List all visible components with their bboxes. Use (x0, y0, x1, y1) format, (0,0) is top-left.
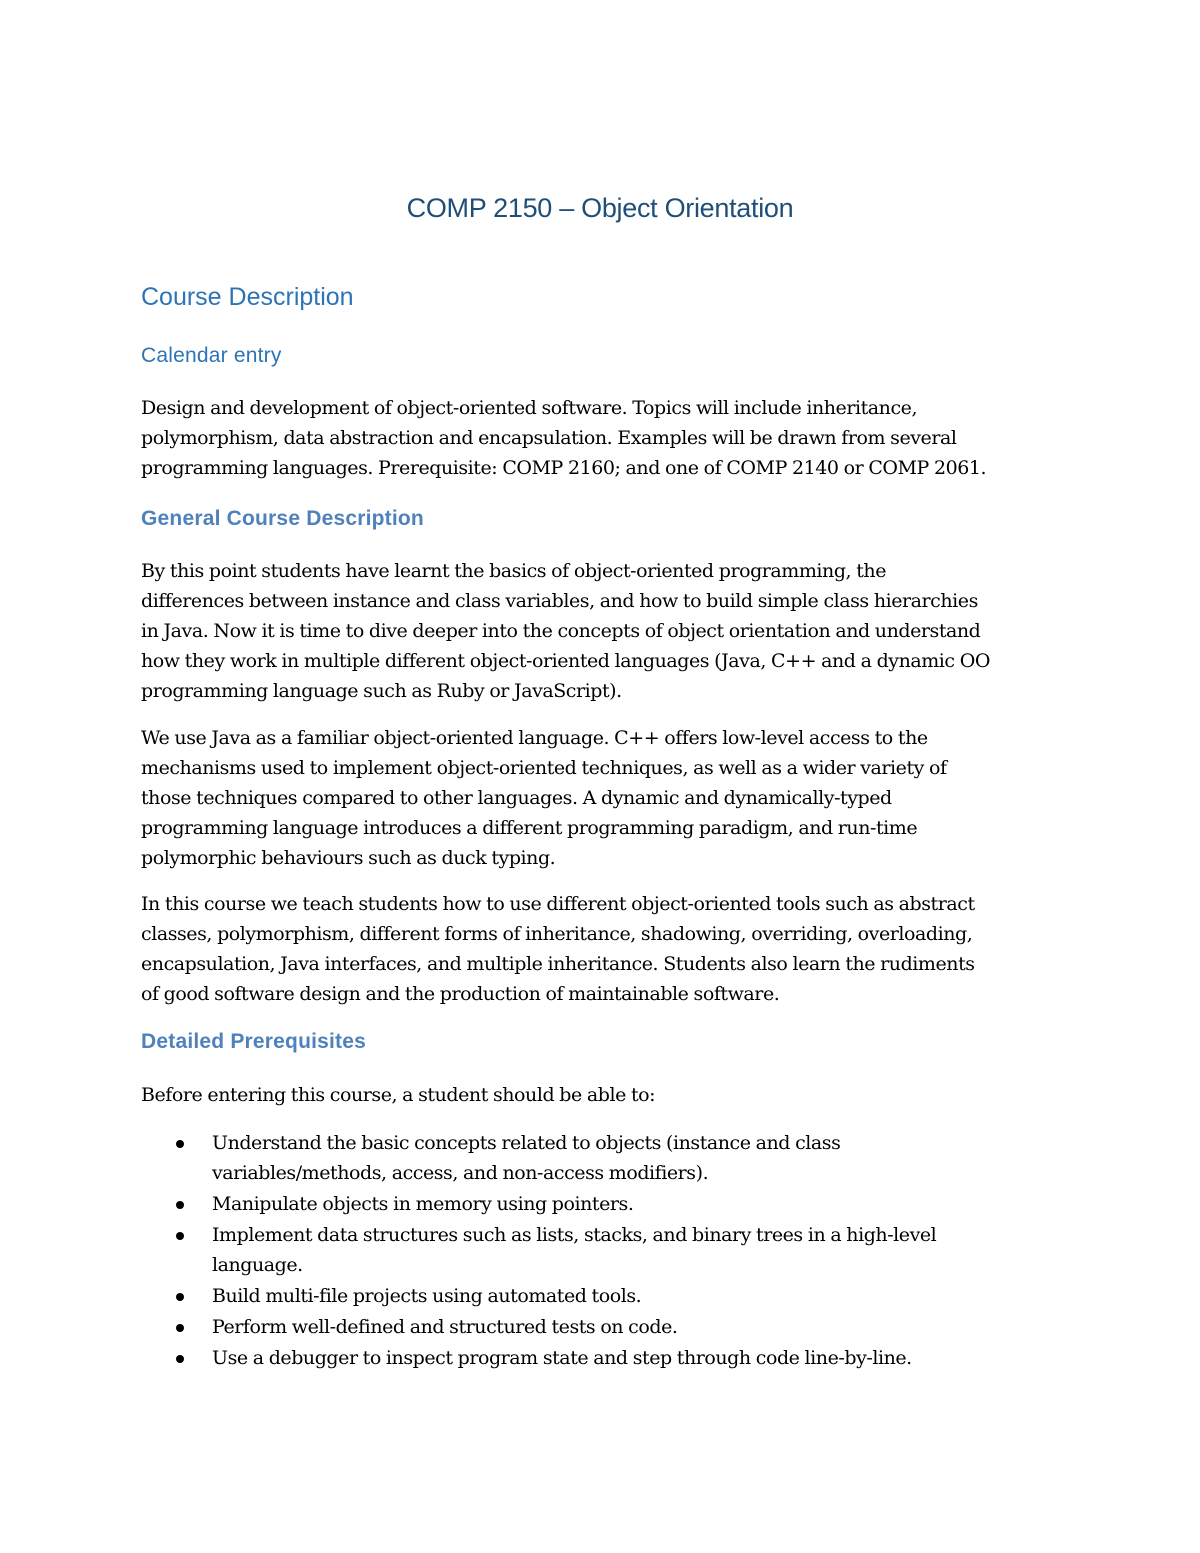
text-line: Manipulate objects in memory using pointers. (212, 1193, 634, 1215)
text-line: Implement data structures such as lists, stacks, and binary trees in a high-level (212, 1224, 937, 1246)
list-item (141, 1312, 1071, 1342)
text-line: differences between instance and class variables, and how to build simple class hierarchies (141, 590, 978, 612)
list-item (141, 1189, 1071, 1219)
bullet-icon (176, 1324, 184, 1332)
bullet-icon (176, 1201, 184, 1209)
general-paragraph-3 (141, 889, 1071, 1009)
text-line: In this course we teach students how to use different object-oriented tools such as abstract (141, 893, 975, 915)
text-line: classes, polymorphism, different forms of inheritance, shadowing, overriding, overloading, (141, 923, 973, 945)
text-line: By this point students have learnt the basics of object-oriented programming, the (141, 560, 887, 582)
text-line: encapsulation, Java interfaces, and multiple inheritance. Students also learn the rudiments (141, 953, 975, 975)
text-line: polymorphic behaviours such as duck typing. (141, 847, 556, 869)
text-line: We use Java as a familiar object-oriented language. C++ offers low-level access to the (141, 727, 928, 749)
list-item (141, 1128, 1071, 1188)
text-line: Before entering this course, a student should be able to: (141, 1084, 656, 1106)
text-line: language. (212, 1254, 303, 1276)
text-line: Understand the basic concepts related to objects (instance and class (212, 1132, 841, 1154)
list-item (141, 1281, 1071, 1311)
heading-general-course-description: General Course Description (141, 507, 424, 530)
bullet-icon (176, 1140, 184, 1148)
text-line: polymorphism, data abstraction and encapsulation. Examples will be drawn from several (141, 427, 957, 449)
text-line: programming languages. Prerequisite: COMP 2160; and one of COMP 2140 or COMP 2061. (141, 457, 987, 479)
text-line: of good software design and the production of maintainable software. (141, 983, 780, 1005)
text-line: mechanisms used to implement object-oriented techniques, as well as a wider variety of (141, 757, 947, 779)
text-line: Build multi-file projects using automated tools. (212, 1285, 642, 1307)
text-line: Use a debugger to inspect program state and step through code line-by-line. (212, 1347, 912, 1369)
bullet-icon (176, 1232, 184, 1240)
heading-detailed-prerequisites: Detailed Prerequisites (141, 1030, 366, 1053)
heading-calendar-entry: Calendar entry (141, 344, 282, 367)
calendar-entry-paragraph (141, 393, 1071, 483)
document-title: COMP 2150 – Object Orientation (406, 193, 794, 223)
text-line: Perform well-defined and structured tests on code. (212, 1316, 678, 1338)
list-item (141, 1220, 1071, 1280)
text-line: variables/methods, access, and non-access modifiers). (212, 1162, 709, 1184)
bullet-icon (176, 1355, 184, 1363)
text-line: Design and development of object-oriented software. Topics will include inheritance, (141, 397, 918, 419)
list-item (141, 1343, 1071, 1373)
text-line: those techniques compared to other languages. A dynamic and dynamically-typed (141, 787, 892, 809)
text-line: how they work in multiple different object-oriented languages (Java, C++ and a dynamic OO (141, 650, 990, 672)
general-paragraph-2 (141, 723, 1071, 873)
text-line: programming language such as Ruby or JavaScript). (141, 680, 622, 702)
general-paragraph-1 (141, 556, 1071, 706)
bullet-icon (176, 1293, 184, 1301)
text-line: programming language introduces a different programming paradigm, and run-time (141, 817, 918, 839)
prerequisites-list (141, 1128, 1071, 1374)
prerequisites-intro (141, 1080, 1071, 1110)
heading-course-description: Course Description (141, 283, 354, 311)
text-line: in Java. Now it is time to dive deeper into the concepts of object orientation and understand (141, 620, 981, 642)
